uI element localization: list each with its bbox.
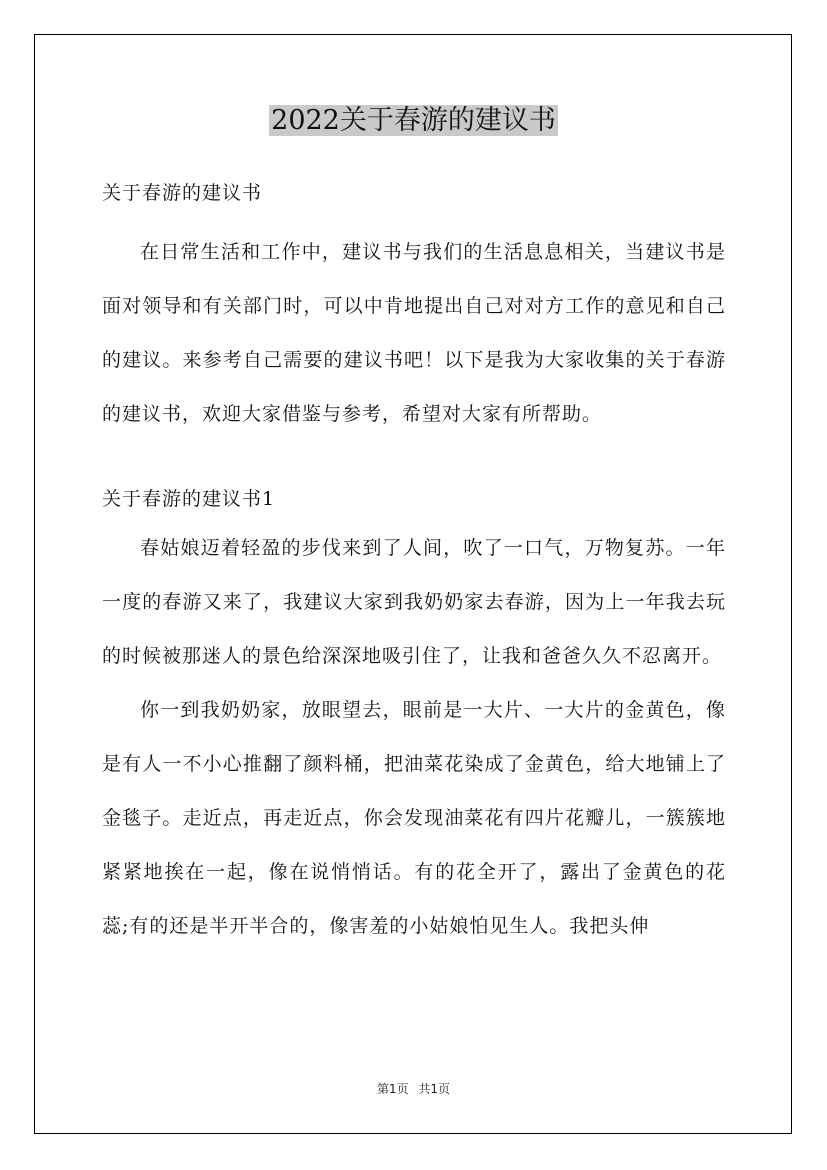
page-number-label: 第1页 (376, 1082, 409, 1096)
document-title (0, 100, 827, 142)
section-spacer (102, 441, 726, 477)
page-total-label: 共1页 (418, 1082, 451, 1096)
section1-paragraph-1: 春姑娘迈着轻盈的步伐来到了人间，吹了一口气，万物复苏。一年一度的春游又来了，我建议大家到我奶奶家去春游，因为上一年我去玩的时候被那迷人的景色给深深地吸引住了，让我和爸爸久久不忍离开。 (102, 537, 726, 667)
document-title-text: 2022关于春游的建议书 (271, 105, 556, 136)
intro-paragraph: 在日常生活和工作中，建议书与我们的生活息息相关，当建议书是面对领导和有关部门时，可以中肯地提出自己对对方工作的意见和自己的建议。来参考自己需要的建议书吧！以下是我为大家收集的关于春游的建议书，欢迎大家借鉴与参考，希望对大家有所帮助。 (102, 241, 726, 425)
section1-paragraph-2: 你一到我奶奶家，放眼望去，眼前是一大片、一大片的金黄色，像是有人一不小心推翻了颜料桶，把油菜花染成了金黄色，给大地铺上了金毯子。走近点，再走近点，你会发现油菜花有四片花瓣儿，一簇簇地紧紧地挨在一起，像在说悄悄话。有的花全开了，露出了金黄色的花蕊;有的还是半开半合的，像害羞的小姑娘怕见生人。我把头伸 (102, 699, 726, 937)
page-footer (0, 1080, 827, 1097)
intro-heading: 关于春游的建议书 (102, 182, 263, 204)
document-body (102, 171, 726, 953)
section1-heading: 关于春游的建议书1 (102, 488, 276, 510)
